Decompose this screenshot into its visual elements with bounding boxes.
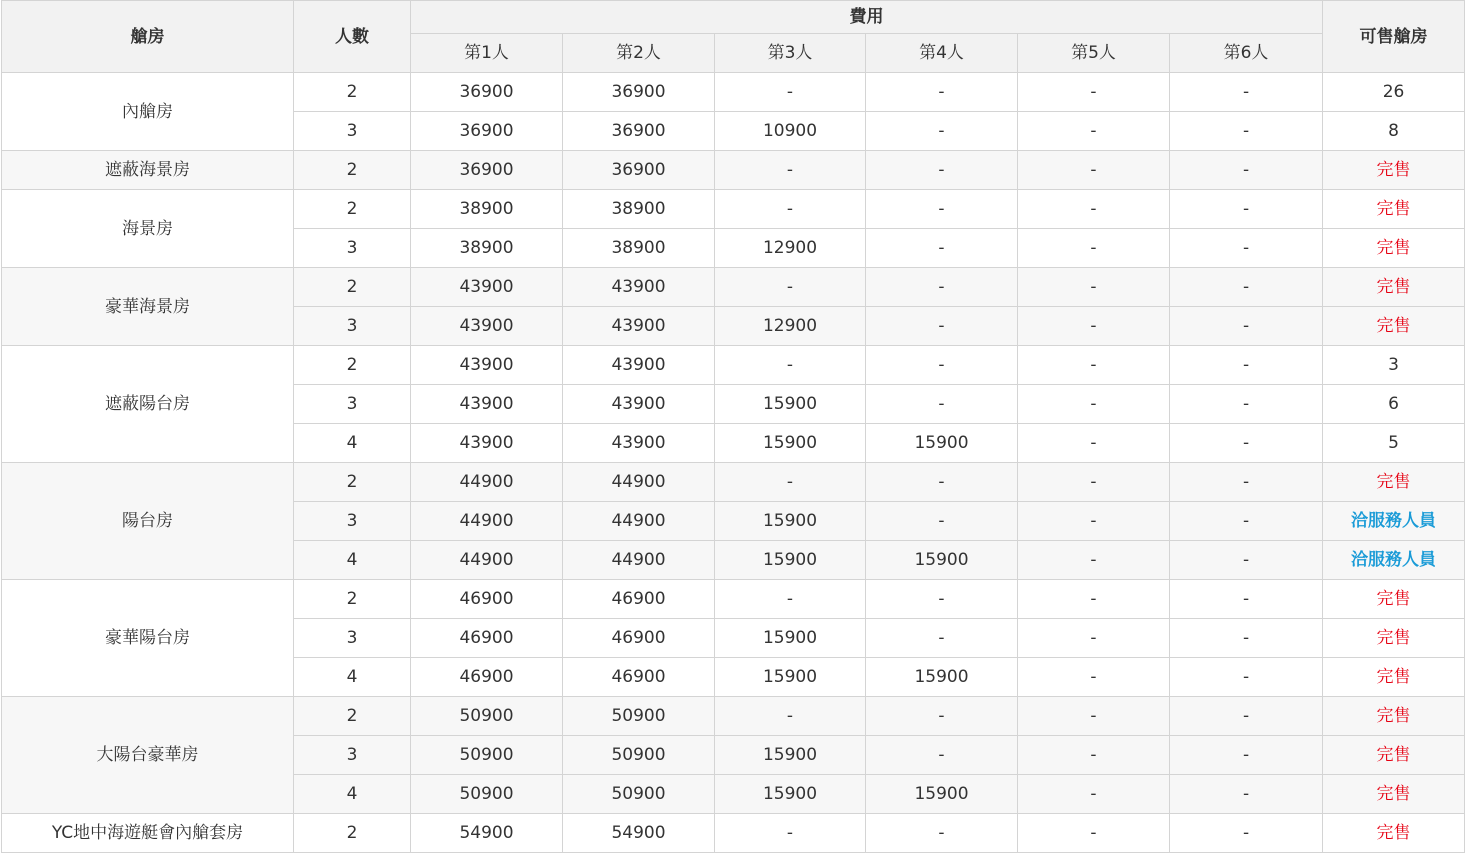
fee-person-6: - <box>1170 424 1323 463</box>
header-cabin: 艙房 <box>2 1 294 73</box>
fee-person-1: 46900 <box>411 580 563 619</box>
sold-out-label: 完售 <box>1323 580 1465 619</box>
fee-person-2: 44900 <box>563 541 715 580</box>
cabin-type: 陽台房 <box>2 463 294 580</box>
fee-person-1: 43900 <box>411 424 563 463</box>
fee-person-6: - <box>1170 541 1323 580</box>
header-fee-person-5: 第5人 <box>1018 34 1170 73</box>
fee-person-5: - <box>1018 697 1170 736</box>
fee-person-6: - <box>1170 190 1323 229</box>
cabin-price-table <box>1 0 1465 853</box>
fee-person-5: - <box>1018 424 1170 463</box>
fee-person-1: 36900 <box>411 151 563 190</box>
fee-person-4: - <box>866 73 1018 112</box>
fee-person-3: 12900 <box>715 307 866 346</box>
fee-person-6: - <box>1170 736 1323 775</box>
fee-person-6: - <box>1170 151 1323 190</box>
fee-person-6: - <box>1170 346 1323 385</box>
fee-person-1: 50900 <box>411 697 563 736</box>
fee-person-6: - <box>1170 814 1323 853</box>
fee-person-1: 50900 <box>411 775 563 814</box>
fee-person-5: - <box>1018 502 1170 541</box>
occupancy: 3 <box>294 385 411 424</box>
fee-person-2: 43900 <box>563 424 715 463</box>
contact-staff-link[interactable]: 洽服務人員 <box>1323 502 1465 541</box>
fee-person-4: - <box>866 151 1018 190</box>
fee-person-5: - <box>1018 814 1170 853</box>
fee-person-2: 36900 <box>563 151 715 190</box>
sold-out-label: 完售 <box>1323 658 1465 697</box>
occupancy: 2 <box>294 697 411 736</box>
table-row <box>2 73 1465 112</box>
occupancy: 4 <box>294 658 411 697</box>
fee-person-4: - <box>866 697 1018 736</box>
occupancy: 3 <box>294 502 411 541</box>
fee-person-6: - <box>1170 775 1323 814</box>
fee-person-2: 36900 <box>563 112 715 151</box>
sold-out-label: 完售 <box>1323 463 1465 502</box>
available-count: 26 <box>1323 73 1465 112</box>
fee-person-2: 50900 <box>563 736 715 775</box>
fee-person-3: 15900 <box>715 619 866 658</box>
occupancy: 3 <box>294 736 411 775</box>
fee-person-4: 15900 <box>866 541 1018 580</box>
fee-person-3: 15900 <box>715 385 866 424</box>
fee-person-3: 15900 <box>715 541 866 580</box>
fee-person-3: - <box>715 346 866 385</box>
fee-person-6: - <box>1170 268 1323 307</box>
fee-person-4: - <box>866 736 1018 775</box>
fee-person-6: - <box>1170 112 1323 151</box>
fee-person-1: 38900 <box>411 190 563 229</box>
fee-person-5: - <box>1018 346 1170 385</box>
fee-person-2: 54900 <box>563 814 715 853</box>
cabin-type: 豪華陽台房 <box>2 580 294 697</box>
header-fee: 費用 <box>411 1 1323 34</box>
fee-person-4: - <box>866 307 1018 346</box>
fee-person-2: 43900 <box>563 385 715 424</box>
fee-person-2: 38900 <box>563 190 715 229</box>
fee-person-6: - <box>1170 619 1323 658</box>
fee-person-4: - <box>866 346 1018 385</box>
fee-person-2: 46900 <box>563 580 715 619</box>
header-fee-person-6: 第6人 <box>1170 34 1323 73</box>
occupancy: 4 <box>294 775 411 814</box>
fee-person-5: - <box>1018 658 1170 697</box>
occupancy: 2 <box>294 463 411 502</box>
fee-person-1: 43900 <box>411 268 563 307</box>
fee-person-1: 54900 <box>411 814 563 853</box>
fee-person-5: - <box>1018 541 1170 580</box>
fee-person-3: 15900 <box>715 775 866 814</box>
fee-person-4: - <box>866 502 1018 541</box>
occupancy: 3 <box>294 307 411 346</box>
fee-person-2: 43900 <box>563 268 715 307</box>
fee-person-1: 44900 <box>411 463 563 502</box>
cabin-type: 海景房 <box>2 190 294 268</box>
fee-person-3: 15900 <box>715 424 866 463</box>
fee-person-6: - <box>1170 73 1323 112</box>
occupancy: 2 <box>294 346 411 385</box>
fee-person-6: - <box>1170 697 1323 736</box>
sold-out-label: 完售 <box>1323 268 1465 307</box>
sold-out-label: 完售 <box>1323 151 1465 190</box>
fee-person-4: 15900 <box>866 775 1018 814</box>
fee-person-1: 43900 <box>411 385 563 424</box>
occupancy: 2 <box>294 580 411 619</box>
fee-person-3: - <box>715 73 866 112</box>
fee-person-4: 15900 <box>866 424 1018 463</box>
fee-person-2: 50900 <box>563 775 715 814</box>
fee-person-4: - <box>866 463 1018 502</box>
fee-person-6: - <box>1170 385 1323 424</box>
fee-person-2: 46900 <box>563 658 715 697</box>
header-fee-person-2: 第2人 <box>563 34 715 73</box>
fee-person-5: - <box>1018 190 1170 229</box>
available-count: 8 <box>1323 112 1465 151</box>
cabin-type: YC地中海遊艇會內艙套房 <box>2 814 294 853</box>
header-people: 人數 <box>294 1 411 73</box>
sold-out-label: 完售 <box>1323 697 1465 736</box>
fee-person-1: 43900 <box>411 346 563 385</box>
occupancy: 4 <box>294 541 411 580</box>
sold-out-label: 完售 <box>1323 229 1465 268</box>
fee-person-6: - <box>1170 580 1323 619</box>
fee-person-3: - <box>715 697 866 736</box>
fee-person-6: - <box>1170 307 1323 346</box>
occupancy: 2 <box>294 268 411 307</box>
fee-person-3: - <box>715 190 866 229</box>
table-row <box>2 268 1465 307</box>
fee-person-5: - <box>1018 112 1170 151</box>
fee-person-5: - <box>1018 385 1170 424</box>
fee-person-1: 38900 <box>411 229 563 268</box>
fee-person-4: - <box>866 580 1018 619</box>
occupancy: 4 <box>294 424 411 463</box>
fee-person-2: 43900 <box>563 346 715 385</box>
cabin-type: 豪華海景房 <box>2 268 294 346</box>
header-fee-person-4: 第4人 <box>866 34 1018 73</box>
fee-person-1: 44900 <box>411 502 563 541</box>
fee-person-1: 36900 <box>411 112 563 151</box>
contact-staff-link[interactable]: 洽服務人員 <box>1323 541 1465 580</box>
fee-person-6: - <box>1170 502 1323 541</box>
sold-out-label: 完售 <box>1323 775 1465 814</box>
sold-out-label: 完售 <box>1323 307 1465 346</box>
table-row <box>2 346 1465 385</box>
fee-person-5: - <box>1018 463 1170 502</box>
fee-person-2: 43900 <box>563 307 715 346</box>
table-header <box>2 1 1465 73</box>
fee-person-5: - <box>1018 307 1170 346</box>
fee-person-5: - <box>1018 619 1170 658</box>
fee-person-5: - <box>1018 151 1170 190</box>
fee-person-3: - <box>715 814 866 853</box>
cabin-type: 大陽台豪華房 <box>2 697 294 814</box>
fee-person-3: 15900 <box>715 658 866 697</box>
occupancy: 3 <box>294 619 411 658</box>
fee-person-4: - <box>866 229 1018 268</box>
fee-person-5: - <box>1018 268 1170 307</box>
fee-person-3: - <box>715 580 866 619</box>
fee-person-4: - <box>866 268 1018 307</box>
cabin-type: 內艙房 <box>2 73 294 151</box>
header-available: 可售艙房 <box>1323 1 1465 73</box>
cabin-type: 遮蔽陽台房 <box>2 346 294 463</box>
fee-person-1: 36900 <box>411 73 563 112</box>
fee-person-4: 15900 <box>866 658 1018 697</box>
fee-person-3: 12900 <box>715 229 866 268</box>
occupancy: 3 <box>294 229 411 268</box>
sold-out-label: 完售 <box>1323 619 1465 658</box>
fee-person-3: 10900 <box>715 112 866 151</box>
table-row <box>2 190 1465 229</box>
fee-person-4: - <box>866 112 1018 151</box>
fee-person-4: - <box>866 385 1018 424</box>
fee-person-6: - <box>1170 463 1323 502</box>
table-row <box>2 814 1465 853</box>
header-fee-person-3: 第3人 <box>715 34 866 73</box>
fee-person-5: - <box>1018 229 1170 268</box>
fee-person-4: - <box>866 619 1018 658</box>
occupancy: 2 <box>294 73 411 112</box>
fee-person-3: 15900 <box>715 736 866 775</box>
occupancy: 2 <box>294 190 411 229</box>
occupancy: 3 <box>294 112 411 151</box>
table-row <box>2 151 1465 190</box>
sold-out-label: 完售 <box>1323 190 1465 229</box>
fee-person-5: - <box>1018 775 1170 814</box>
available-count: 6 <box>1323 385 1465 424</box>
cabin-type: 遮蔽海景房 <box>2 151 294 190</box>
available-count: 3 <box>1323 346 1465 385</box>
fee-person-2: 38900 <box>563 229 715 268</box>
fee-person-1: 44900 <box>411 541 563 580</box>
fee-person-3: - <box>715 268 866 307</box>
fee-person-2: 50900 <box>563 697 715 736</box>
fee-person-1: 46900 <box>411 619 563 658</box>
fee-person-3: 15900 <box>715 502 866 541</box>
table-row <box>2 697 1465 736</box>
fee-person-2: 46900 <box>563 619 715 658</box>
fee-person-1: 43900 <box>411 307 563 346</box>
table-row <box>2 580 1465 619</box>
fee-person-5: - <box>1018 736 1170 775</box>
fee-person-1: 50900 <box>411 736 563 775</box>
fee-person-1: 46900 <box>411 658 563 697</box>
sold-out-label: 完售 <box>1323 814 1465 853</box>
sold-out-label: 完售 <box>1323 736 1465 775</box>
fee-person-2: 36900 <box>563 73 715 112</box>
fee-person-2: 44900 <box>563 463 715 502</box>
fee-person-3: - <box>715 151 866 190</box>
fee-person-4: - <box>866 814 1018 853</box>
occupancy: 2 <box>294 814 411 853</box>
fee-person-5: - <box>1018 580 1170 619</box>
table-row <box>2 463 1465 502</box>
fee-person-4: - <box>866 190 1018 229</box>
table-body <box>2 73 1465 853</box>
header-fee-person-1: 第1人 <box>411 34 563 73</box>
available-count: 5 <box>1323 424 1465 463</box>
fee-person-5: - <box>1018 73 1170 112</box>
fee-person-3: - <box>715 463 866 502</box>
fee-person-6: - <box>1170 658 1323 697</box>
fee-person-2: 44900 <box>563 502 715 541</box>
fee-person-6: - <box>1170 229 1323 268</box>
occupancy: 2 <box>294 151 411 190</box>
